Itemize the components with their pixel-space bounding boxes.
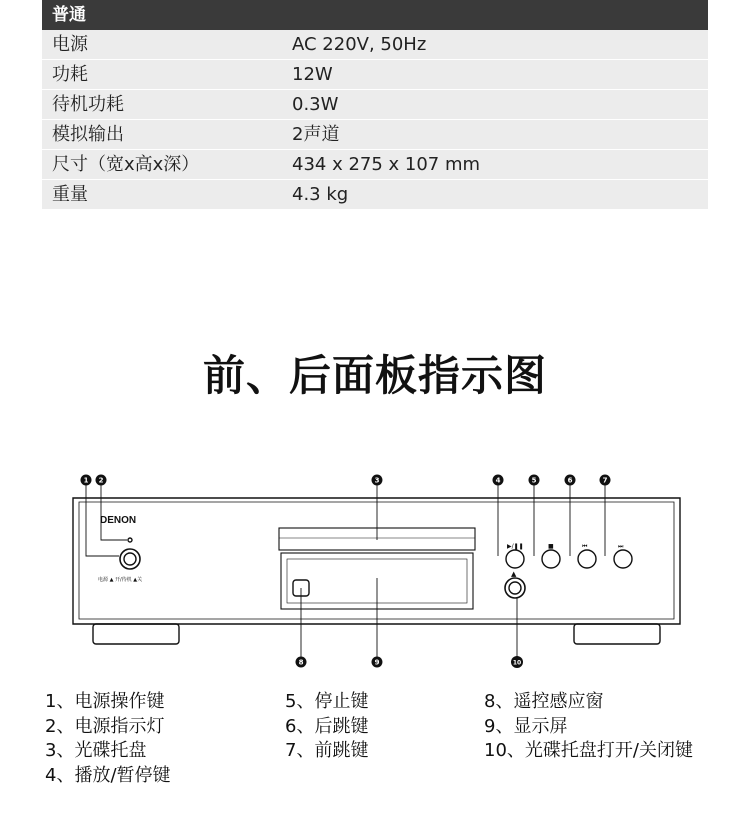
legend-item: 3、光碟托盘 xyxy=(45,740,147,761)
prev-button xyxy=(578,550,596,568)
section-title: 前、后面板指示图 xyxy=(202,351,547,400)
legend-item: 8、遥控感应窗 xyxy=(484,691,604,712)
power-caption: 电源 ▲ 开/待机 ▲关 xyxy=(98,577,143,583)
svg-text:5: 5 xyxy=(531,476,537,485)
spec-label: 重量 xyxy=(52,184,88,205)
spec-label: 尺寸（宽x高x深） xyxy=(52,154,200,175)
legend-item: 2、电源指示灯 xyxy=(45,715,165,737)
legend-item: 5、停止键 xyxy=(285,691,369,712)
svg-text:7: 7 xyxy=(602,476,608,485)
svg-text:6: 6 xyxy=(567,476,573,485)
prev-icon: ⏮ xyxy=(582,543,588,550)
stop-button xyxy=(542,550,560,568)
spec-row xyxy=(42,30,708,60)
legend-item: 1、电源操作键 xyxy=(45,691,165,712)
spec-row xyxy=(42,120,708,150)
spec-value: 434 x 275 x 107 mm xyxy=(292,154,481,175)
spec-table xyxy=(42,0,708,210)
spec-row xyxy=(42,180,708,210)
next-icon: ⏭ xyxy=(618,543,624,550)
legend-item: 6、后跳键 xyxy=(285,715,369,737)
legend-item: 9、显示屏 xyxy=(484,715,568,737)
player-body xyxy=(73,498,680,624)
front-panel-diagram xyxy=(0,466,750,676)
spec-label: 功耗 xyxy=(52,64,88,85)
stop-icon: ■ xyxy=(548,543,554,550)
spec-label: 待机功耗 xyxy=(52,94,124,115)
spec-row xyxy=(42,90,708,120)
spec-value: 2声道 xyxy=(292,124,340,145)
spec-row xyxy=(42,150,708,180)
brand-logo: DENON xyxy=(100,515,137,526)
legend-item: 10、光碟托盘打开/关闭键 xyxy=(484,740,693,761)
next-button xyxy=(614,550,632,568)
spec-table-header: 普通 xyxy=(42,0,708,30)
svg-text:3: 3 xyxy=(374,476,380,485)
eject-icon: ▲ xyxy=(511,570,517,578)
spec-label: 模拟输出 xyxy=(52,124,124,145)
svg-text:2: 2 xyxy=(98,476,104,485)
power-indicator xyxy=(128,538,132,542)
svg-text:4: 4 xyxy=(495,476,501,485)
legend-item: 4、播放/暂停键 xyxy=(45,764,171,786)
legend-item: 7、前跳键 xyxy=(285,740,369,761)
svg-text:10: 10 xyxy=(512,659,522,667)
spec-value: 0.3W xyxy=(292,94,339,115)
legend-column-3 xyxy=(484,690,693,764)
svg-text:8: 8 xyxy=(298,658,304,667)
spec-label: 电源 xyxy=(52,34,88,55)
legend-column-1 xyxy=(45,690,171,788)
play-pause-button xyxy=(506,550,524,568)
spec-row xyxy=(42,60,708,90)
svg-text:1: 1 xyxy=(83,476,89,485)
spec-value: 12W xyxy=(292,64,333,85)
spec-value: 4.3 kg xyxy=(292,184,349,205)
left-foot xyxy=(93,624,179,644)
right-foot xyxy=(574,624,660,644)
svg-text:9: 9 xyxy=(374,658,380,667)
eject-button xyxy=(505,578,525,598)
play-pause-icon: ▶/❚❚ xyxy=(507,543,524,550)
spec-value: AC 220V, 50Hz xyxy=(292,34,427,55)
power-button xyxy=(120,549,140,569)
legend-column-2 xyxy=(285,690,368,764)
